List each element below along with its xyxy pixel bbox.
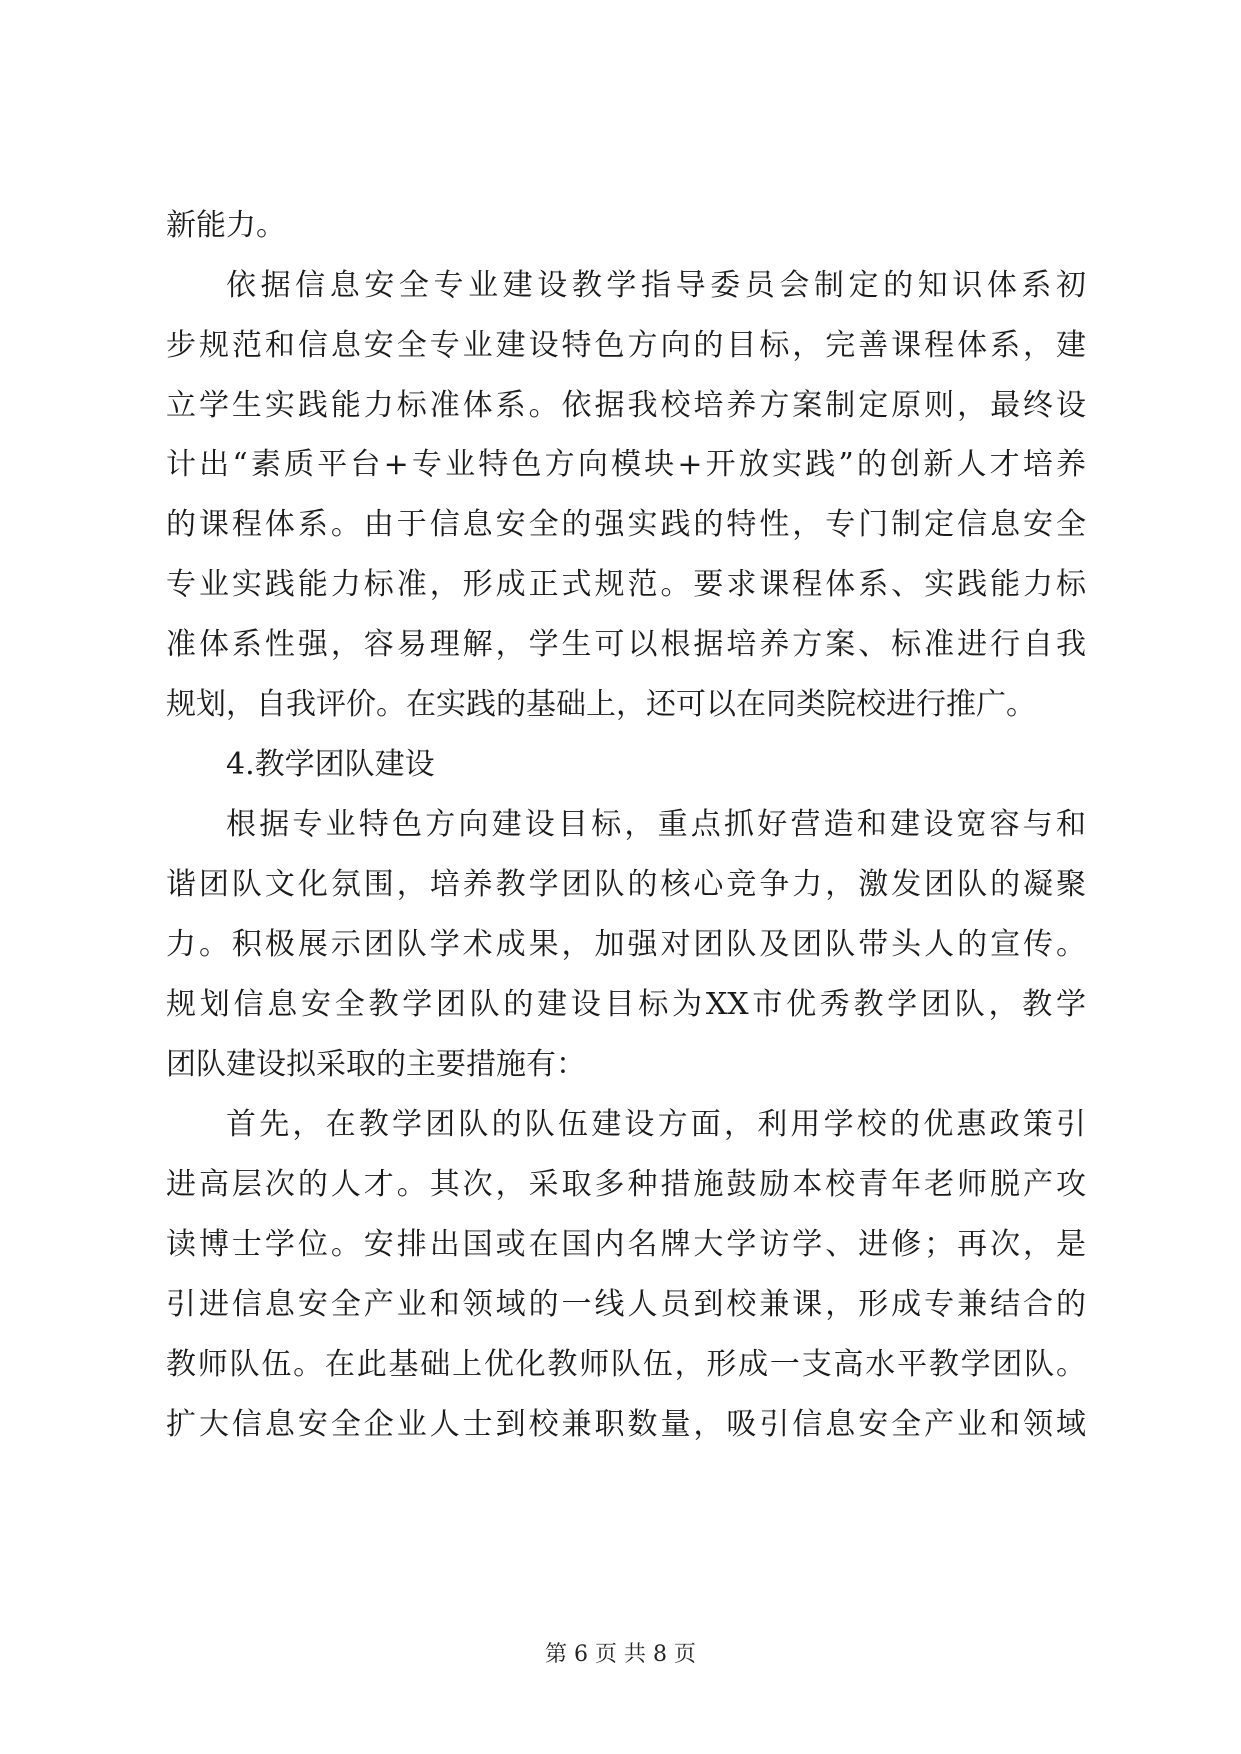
page-footer: 第 6 页 共 8 页 [545,1642,696,1667]
text-line: 根据专业特色方向建设目标，重点抓好营造和建设宽容与和 [226,807,1086,842]
text-line: 依据信息安全专业建设教学指导委员会制定的知识体系初 [226,268,1086,303]
text-line: 首先，在教学团队的队伍建设方面，利用学校的优惠政策引 [226,1107,1086,1142]
text-line: 的课程体系。由于信息安全的强实践的特性，专门制定信息安全 [166,507,1086,542]
section-heading: 4.教学团队建设 [226,747,435,782]
text-line: 教师队伍。在此基础上优化教师队伍，形成一支高水平教学团队。 [166,1347,1086,1382]
text-line: 专业实践能力标准，形成正式规范。要求课程体系、实践能力标 [166,567,1086,602]
text-line: 谐团队文化氛围，培养教学团队的核心竞争力，激发团队的凝聚 [166,867,1086,902]
text-line: 新能力。 [166,208,286,243]
text-line: 力。积极展示团队学术成果，加强对团队及团队带头人的宣传。 [166,927,1086,962]
text-line: 规划信息安全教学团队的建设目标为XX市优秀教学团队，教学 [166,987,1086,1022]
text-line: 引进信息安全产业和领域的一线人员到校兼课，形成专兼结合的 [166,1287,1086,1322]
text-line: 扩大信息安全企业人士到校兼职数量，吸引信息安全产业和领域 [166,1407,1086,1442]
text-line: 读博士学位。安排出国或在国内名牌大学访学、进修；再次，是 [166,1227,1086,1262]
text-line: 步规范和信息安全专业建设特色方向的目标，完善课程体系，建 [166,328,1086,363]
text-line: 立学生实践能力标准体系。依据我校培养方案制定原则，最终设 [166,388,1086,423]
text-line: 计出“素质平台+专业特色方向模块+开放实践”的创新人才培养 [166,447,1086,482]
text-line: 准体系性强，容易理解，学生可以根据培养方案、标准进行自我 [166,627,1086,662]
text-line: 进高层次的人才。其次，采取多种措施鼓励本校青年老师脱产攻 [166,1167,1086,1202]
text-line: 规划，自我评价。在实践的基础上，还可以在同类院校进行推广。 [166,687,1036,722]
text-line: 团队建设拟采取的主要措施有： [166,1047,586,1082]
